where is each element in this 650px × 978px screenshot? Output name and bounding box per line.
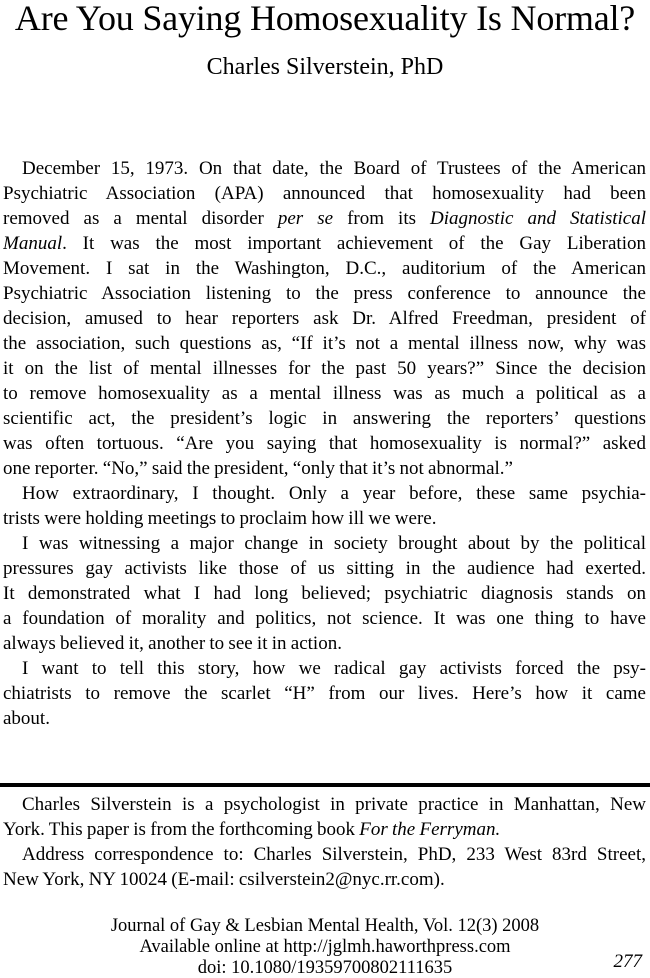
text-run: Charles Silverstein is a psychologist in private practice in Manhattan, New: [22, 794, 646, 815]
text-run: decision, amused to hear reporters ask Dr. Alfred Freedman, president of: [3, 308, 646, 329]
text-run: was often tortuous. “Are you saying that homosexuality is normal?” asked: [3, 433, 646, 454]
paragraph: [3, 531, 646, 656]
text-line: [3, 506, 646, 531]
text-line: [3, 842, 646, 867]
text-line: [3, 181, 646, 206]
text-line: [3, 431, 646, 456]
footer-line-doi: doi: 10.1080/19359700802111635: [197, 958, 453, 978]
text-run: pressures gay activists like those of us sitting in the audience had exerted.: [3, 558, 646, 579]
paragraph: [3, 481, 646, 531]
text-line: [3, 631, 646, 656]
text-run: Address correspondence to: Charles Silverstein, PhD, 233 West 83rd Street,: [22, 844, 646, 865]
text-run: . It was the most important achievement of the Gay Liberation: [62, 233, 646, 254]
footer-line-journal: Journal of Gay & Lesbian Mental Health, Vol. 12(3) 2008: [110, 916, 540, 936]
text-run: the association, such questions as, “If it’s not a mental illness now, why was: [3, 333, 646, 354]
text-run: about.: [3, 708, 50, 729]
journal-footer: [0, 916, 650, 978]
text-run: Psychiatric Association listening to the press conference to announce the: [3, 283, 646, 304]
text-line: [3, 581, 646, 606]
text-line: [3, 231, 646, 256]
text-line: [3, 606, 646, 631]
text-line: [3, 406, 646, 431]
text-line: [3, 256, 646, 281]
article-author: Charles Silverstein, PhD: [206, 54, 444, 80]
text-line: [3, 531, 646, 556]
text-line: [3, 656, 646, 681]
text-run: Movement. I sat in the Washington, D.C., auditorium of the American: [3, 258, 646, 279]
text-line: [3, 306, 646, 331]
text-run: a foundation of morality and politics, not science. It was one thing to have: [3, 608, 646, 629]
text-run: Psychiatric Association (APA) announced that homosexuality had been: [3, 183, 646, 204]
paragraph: [3, 156, 646, 481]
paragraph: [3, 656, 646, 731]
text-run: always believed it, another to see it in action.: [3, 633, 342, 654]
text-run: it on the list of mental illnesses for the past 50 years?” Since the decision: [3, 358, 646, 379]
italic-text-run: per se: [277, 208, 334, 229]
text-line: [3, 792, 646, 817]
text-run: trists were holding meetings to proclaim how ill we were.: [3, 508, 437, 529]
text-line: [3, 481, 646, 506]
footnote-divider: [0, 783, 650, 787]
text-line: [3, 281, 646, 306]
text-run: chiatrists to remove the scarlet “H” from our lives. Here’s how it came: [3, 683, 646, 704]
text-line: [3, 681, 646, 706]
text-line: [3, 867, 646, 892]
text-line: [3, 356, 646, 381]
text-run: I was witnessing a major change in society brought about by the political: [22, 533, 646, 554]
text-run: scientific act, the president’s logic in answering the reporters’ questions: [3, 408, 646, 429]
page-number: 277: [613, 951, 642, 972]
text-line: [3, 206, 646, 231]
text-run: removed as a mental disorder: [3, 208, 278, 229]
text-run: one reporter. “No,” said the president, “only that it’s not abnormal.”: [3, 458, 513, 479]
paragraph: [3, 792, 646, 842]
text-line: [3, 456, 646, 481]
italic-text-run: For the Ferryman.: [359, 819, 501, 840]
text-line: [3, 706, 646, 731]
italic-text-run: Manual: [3, 233, 63, 254]
text-line: [3, 156, 646, 181]
italic-text-run: Diagnostic and Statistical: [430, 208, 646, 229]
article-title: Are You Saying Homosexuality Is Normal?: [14, 0, 636, 38]
text-run: I want to tell this story, how we radical gay activists forced the psy-: [22, 658, 646, 679]
footer-line-online: Available online at http://jglmh.haworthpress.com: [139, 937, 511, 957]
text-run: How extraordinary, I thought. Only a year before, these same psychia-: [22, 483, 646, 504]
footnote: [3, 792, 646, 892]
text-line: [3, 381, 646, 406]
text-line: [3, 556, 646, 581]
text-line: [3, 331, 646, 356]
text-run: New York, NY 10024 (E-mail: csilverstein2@nyc.rr.com).: [3, 869, 445, 890]
text-run: It demonstrated what I had long believed; psychiatric diagnosis stands on: [3, 583, 646, 604]
article-body: [3, 156, 646, 731]
text-run: December 15, 1973. On that date, the Board of Trustees of the American: [22, 158, 646, 179]
text-run: to remove homosexuality as a mental illness was as much a political as a: [3, 383, 646, 404]
text-run: York. This paper is from the forthcoming book: [3, 819, 360, 840]
text-line: [3, 817, 646, 842]
text-run: from its: [333, 208, 431, 229]
paragraph: [3, 842, 646, 892]
